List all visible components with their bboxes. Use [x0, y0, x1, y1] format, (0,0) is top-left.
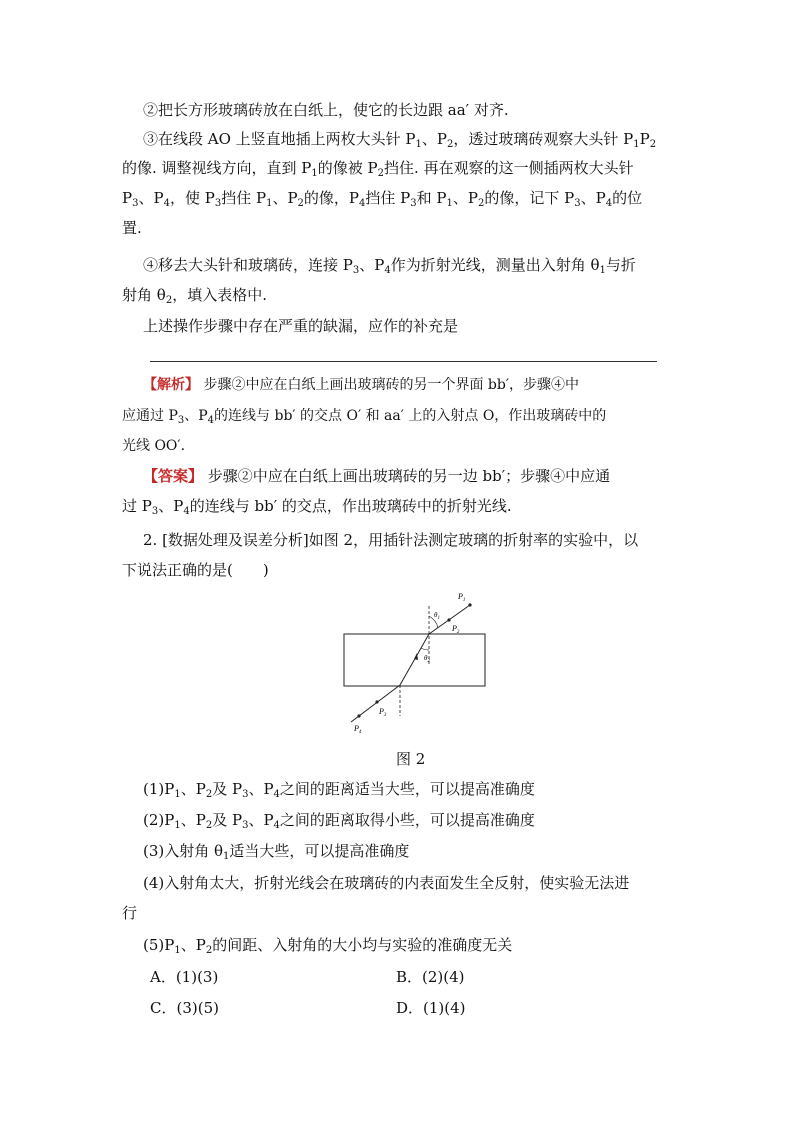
statement-4-line1: (4)入射角太大，折射光线会在玻璃砖的内表面发生全反射，使实验无法进	[143, 874, 630, 892]
pin-p3	[375, 700, 378, 703]
analysis-line3: 光线 OO′.	[122, 438, 186, 454]
label-p3: $P_3$	[379, 707, 387, 718]
statement-3: (3)入射角 $\theta_1$适当大些，可以提高准确度	[143, 842, 410, 862]
refraction-diagram	[330, 588, 500, 740]
answer-tag: 【答案】	[143, 467, 204, 485]
option-b[interactable]: B．(2)(4)	[396, 968, 465, 986]
step-3-line1: ③在线段 AO 上竖直地插上两枚大头针 $P_1$、$P_2$，透过玻璃砖观察大头针 $P_1P_2$	[143, 130, 657, 150]
label-p1: $P_1$	[458, 592, 466, 603]
label-theta1: $\theta_1$	[434, 611, 440, 621]
answer-blank-line	[150, 361, 657, 362]
answer-line2: 过 $P_3$、$P_4$的连线与 bb′ 的交点，作出玻璃砖中的折射光线.	[122, 497, 512, 517]
option-d[interactable]: D．(1)(4)	[396, 999, 466, 1017]
step-4-line2: 射角 $\theta_2$，填入表格中.	[122, 286, 267, 306]
q2-stem-line1: 2. [数据处理及误差分析]如图 2，用插针法测定玻璃的折射率的实验中，以	[143, 531, 639, 549]
step-3-line3: $P_3$、$P_4$，使 $P_3$挡住 $P_1$、$P_2$的像，$P_4$挡住 $P_3$和 $P_1$、$P_2$的像，记下 $P_3$、$P_4$的位	[122, 189, 643, 209]
label-p2: $P_2$	[452, 624, 460, 635]
option-a[interactable]: A．(1)(3)	[150, 968, 219, 986]
answer-line1: 【答案】 步骤②中应在白纸上画出玻璃砖的另一边 bb′；步骤④中应通	[143, 467, 611, 485]
statement-5: $(5)P_1$、$P_2$的间距、入射角的大小均与实验的准确度无关	[143, 936, 513, 956]
figure-caption: 图 2	[396, 750, 426, 768]
analysis-line1: 【解析】 步骤②中应在白纸上画出玻璃砖的另一个界面 bb′，步骤④中	[143, 377, 580, 393]
pin-p2	[447, 618, 450, 621]
label-p4: $P_4$	[354, 724, 362, 735]
step-2: ②把长方形玻璃砖放在白纸上，使它的长边跟 aa′ 对齐.	[143, 101, 509, 119]
pin-p4	[357, 714, 360, 717]
q2-stem-line2: 下说法正确的是( )	[122, 561, 269, 579]
analysis-line2: 应通过 $P_3$、$P_4$的连线与 bb′ 的交点 O′ 和 aa′ 上的入射点 O，作出玻璃砖中的	[122, 408, 607, 426]
statement-4-line2: 行	[122, 904, 138, 922]
step-3-line2: 的像. 调整视线方向，直到 $P_1$的像被 $P_2$挡住. 再在观察的这一侧插两枚大头针	[122, 159, 634, 179]
step-3-line4: 置.	[122, 219, 142, 237]
label-theta2: $\theta_2$	[424, 654, 430, 664]
pin-p1	[468, 603, 471, 606]
step-4-line1: ④移去大头针和玻璃砖，连接 $P_3$、$P_4$作为折射光线，测量出入射角 $\theta_1$与折	[143, 256, 636, 276]
q1-prompt: 上述操作步骤中存在严重的缺漏，应作的补充是	[143, 317, 459, 335]
option-c[interactable]: C．(3)(5)	[150, 999, 219, 1017]
statement-2: $(2)P_1$、$P_2$及 $P_3$、$P_4$之间的距离取得小些，可以提高准确度	[143, 811, 535, 831]
statement-1: $(1)P_1$、$P_2$及 $P_3$、$P_4$之间的距离适当大些，可以提高准确度	[143, 780, 535, 800]
analysis-tag: 【解析】	[143, 377, 199, 393]
theta2-arc	[421, 648, 429, 650]
